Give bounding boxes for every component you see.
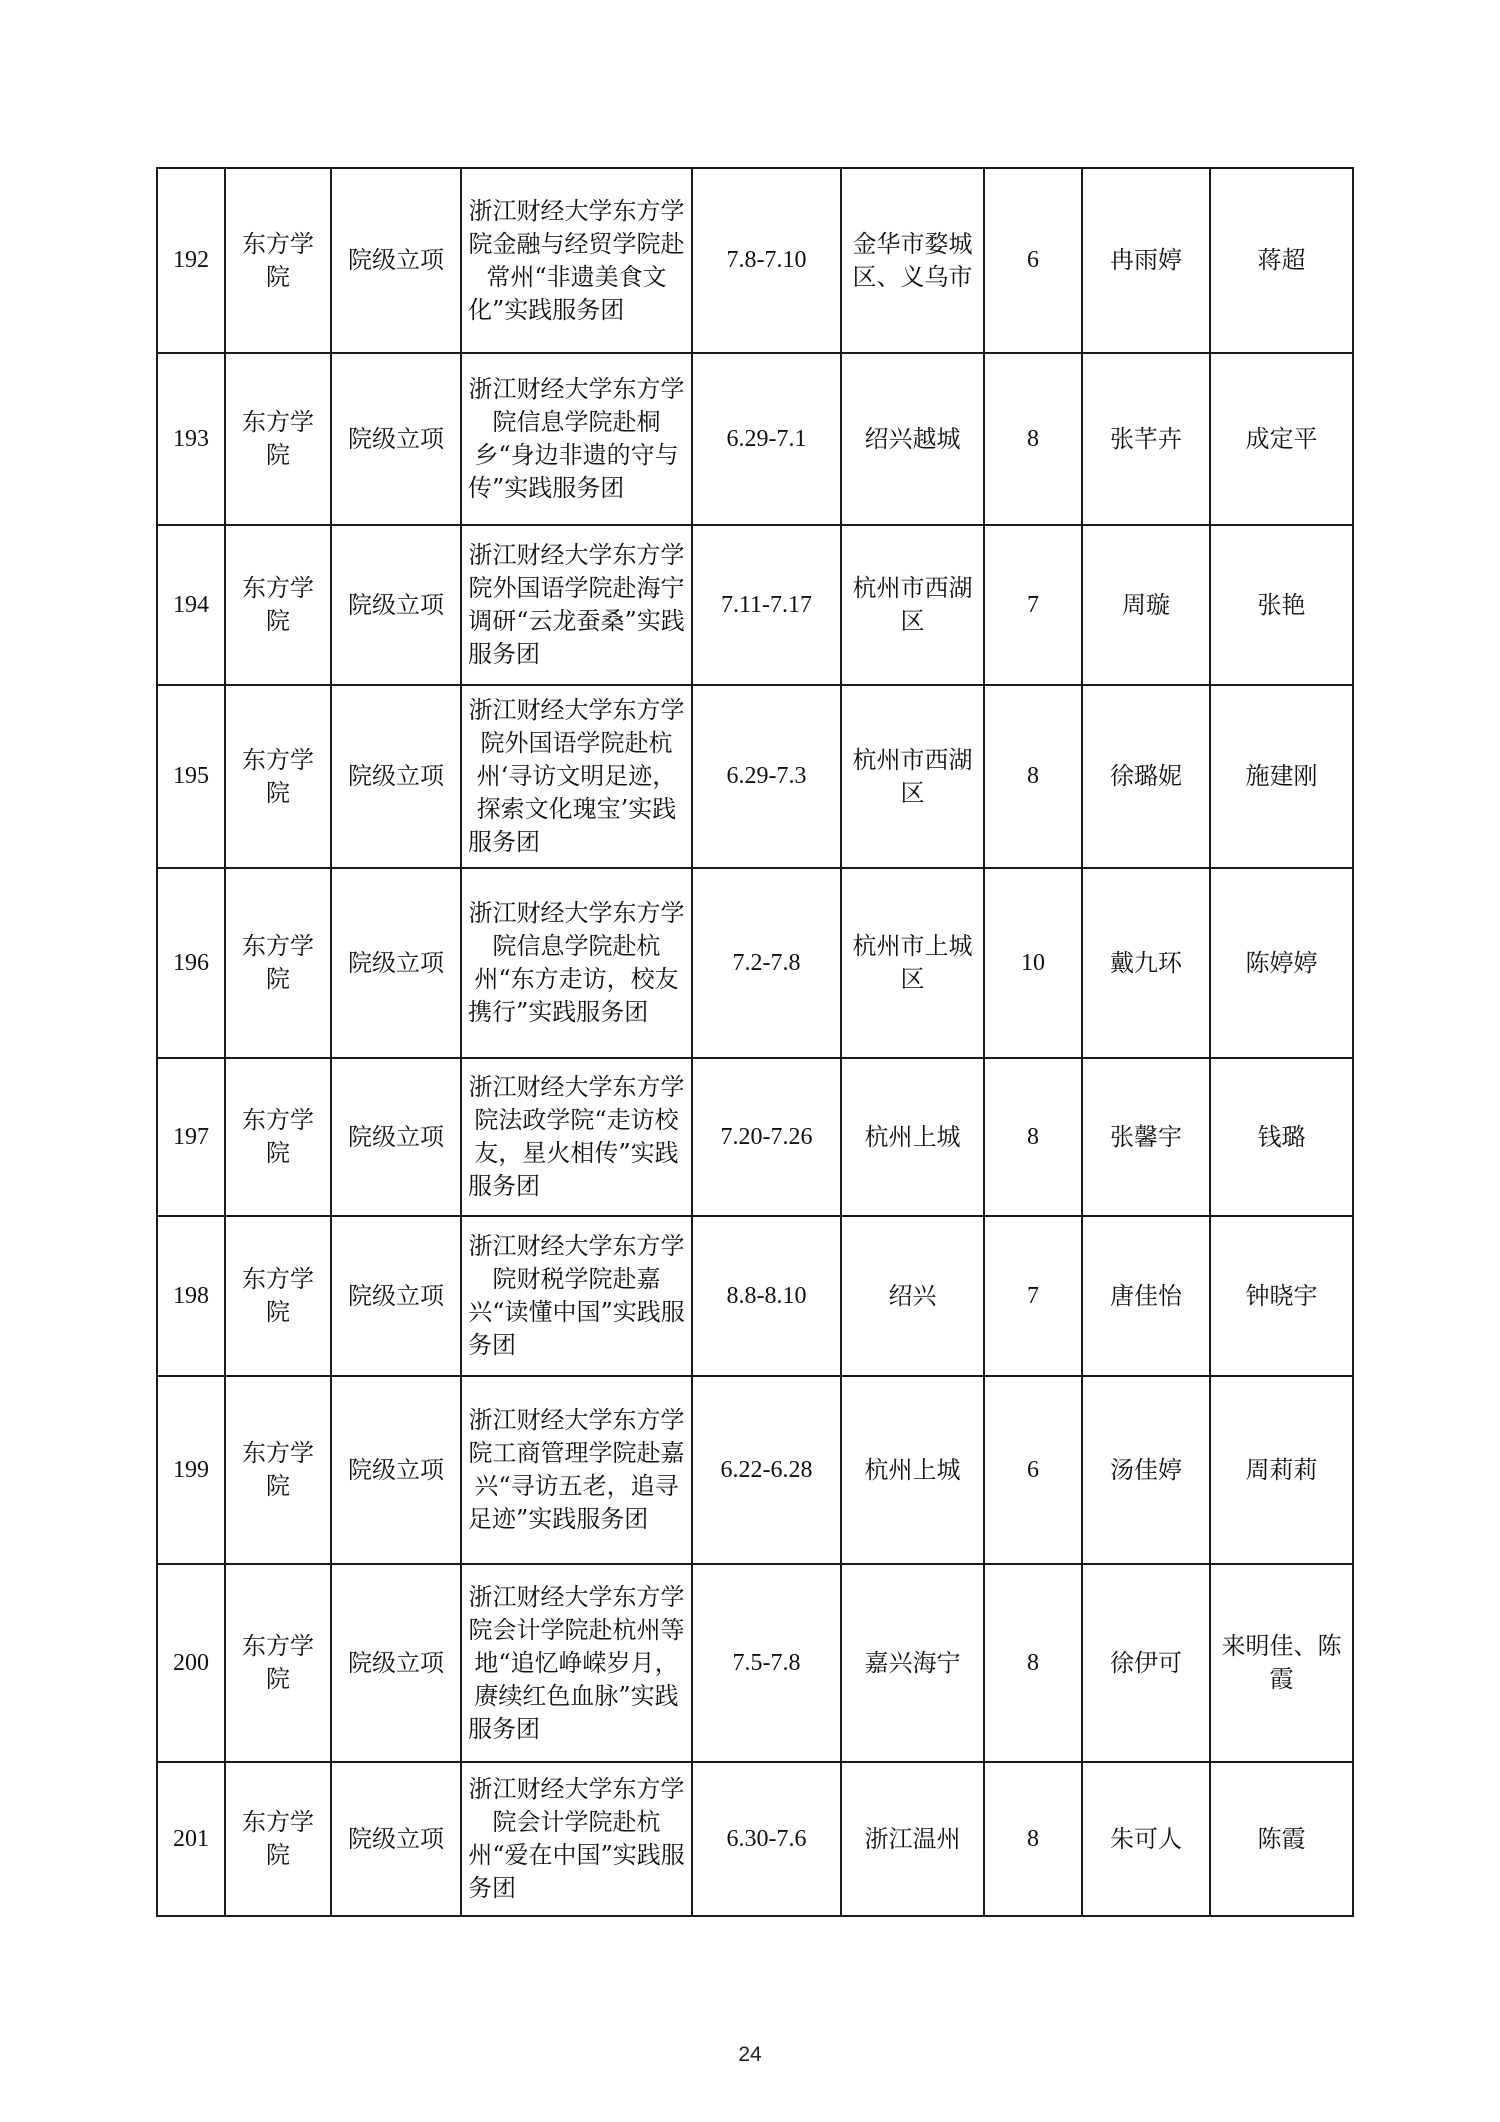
table-row <box>157 685 1353 868</box>
team-leader-cell: 冉雨婷 <box>1082 168 1210 353</box>
project-level-cell: 院级立项 <box>331 353 461 525</box>
team-leader-cell: 张馨宇 <box>1082 1058 1210 1216</box>
college-cell: 东方学院 <box>225 168 331 353</box>
row-number-cell: 197 <box>157 1058 225 1216</box>
project-level-cell: 院级立项 <box>331 1058 461 1216</box>
location-cell: 杭州市上城区 <box>841 868 984 1058</box>
row-number-cell: 193 <box>157 353 225 525</box>
member-count-cell: 7 <box>984 525 1082 685</box>
college-cell: 东方学院 <box>225 525 331 685</box>
date-range-cell: 7.20-7.26 <box>692 1058 841 1216</box>
project-level-cell: 院级立项 <box>331 1376 461 1564</box>
project-level-cell: 院级立项 <box>331 868 461 1058</box>
advisor-cell: 蒋超 <box>1210 168 1353 353</box>
college-cell: 东方学院 <box>225 685 331 868</box>
team-leader-cell: 徐璐妮 <box>1082 685 1210 868</box>
college-cell: 东方学院 <box>225 1216 331 1376</box>
project-title-cell: 浙江财经大学东方学院外国语学院赴杭州‘寻访文明足迹，探索文化瑰宝’实践服务团 <box>461 685 692 868</box>
row-number-cell: 194 <box>157 525 225 685</box>
table-row <box>157 168 1353 353</box>
project-title-cell: 浙江财经大学东方学院金融与经贸学院赴常州“非遗美食文化”实践服务团 <box>461 168 692 353</box>
location-cell: 杭州市西湖区 <box>841 525 984 685</box>
project-title-cell: 浙江财经大学东方学院信息学院赴桐乡“身边非遗的守与传”实践服务团 <box>461 353 692 525</box>
project-level-cell: 院级立项 <box>331 685 461 868</box>
table-row <box>157 1762 1353 1916</box>
college-cell: 东方学院 <box>225 1058 331 1216</box>
location-cell: 金华市婺城区、义乌市 <box>841 168 984 353</box>
project-level-cell: 院级立项 <box>331 1564 461 1762</box>
table-row <box>157 525 1353 685</box>
advisor-cell: 钟晓宇 <box>1210 1216 1353 1376</box>
project-title-cell: 浙江财经大学东方学院会计学院赴杭州等地“追忆峥嵘岁月，赓续红色血脉”实践服务团 <box>461 1564 692 1762</box>
date-range-cell: 7.5-7.8 <box>692 1564 841 1762</box>
date-range-cell: 6.29-7.1 <box>692 353 841 525</box>
table-row <box>157 1376 1353 1564</box>
advisor-cell: 钱璐 <box>1210 1058 1353 1216</box>
team-leader-cell: 戴九环 <box>1082 868 1210 1058</box>
project-title-cell: 浙江财经大学东方学院法政学院“走访校友，星火相传”实践服务团 <box>461 1058 692 1216</box>
date-range-cell: 6.30-7.6 <box>692 1762 841 1916</box>
project-title-cell: 浙江财经大学东方学院工商管理学院赴嘉兴“寻访五老，追寻足迹”实践服务团 <box>461 1376 692 1564</box>
member-count-cell: 8 <box>984 1058 1082 1216</box>
advisor-cell: 陈婷婷 <box>1210 868 1353 1058</box>
table-row <box>157 868 1353 1058</box>
advisor-cell: 陈霞 <box>1210 1762 1353 1916</box>
date-range-cell: 6.29-7.3 <box>692 685 841 868</box>
project-title-cell: 浙江财经大学东方学院财税学院赴嘉兴“读懂中国”实践服务团 <box>461 1216 692 1376</box>
date-range-cell: 6.22-6.28 <box>692 1376 841 1564</box>
advisor-cell: 成定平 <box>1210 353 1353 525</box>
project-level-cell: 院级立项 <box>331 1216 461 1376</box>
page-number: 24 <box>738 2043 762 2066</box>
location-cell: 杭州市西湖区 <box>841 685 984 868</box>
location-cell: 绍兴 <box>841 1216 984 1376</box>
member-count-cell: 8 <box>984 1762 1082 1916</box>
row-number-cell: 192 <box>157 168 225 353</box>
advisor-cell: 施建刚 <box>1210 685 1353 868</box>
row-number-cell: 196 <box>157 868 225 1058</box>
table-row <box>157 353 1353 525</box>
table-row <box>157 1564 1353 1762</box>
member-count-cell: 8 <box>984 1564 1082 1762</box>
team-leader-cell: 汤佳婷 <box>1082 1376 1210 1564</box>
table-row <box>157 1058 1353 1216</box>
project-table <box>156 167 1354 1917</box>
location-cell: 杭州上城 <box>841 1376 984 1564</box>
member-count-cell: 6 <box>984 168 1082 353</box>
member-count-cell: 8 <box>984 685 1082 868</box>
college-cell: 东方学院 <box>225 868 331 1058</box>
college-cell: 东方学院 <box>225 353 331 525</box>
team-leader-cell: 徐伊可 <box>1082 1564 1210 1762</box>
team-leader-cell: 唐佳怡 <box>1082 1216 1210 1376</box>
location-cell: 杭州上城 <box>841 1058 984 1216</box>
date-range-cell: 8.8-8.10 <box>692 1216 841 1376</box>
date-range-cell: 7.11-7.17 <box>692 525 841 685</box>
table-body <box>157 168 1353 1916</box>
member-count-cell: 7 <box>984 1216 1082 1376</box>
date-range-cell: 7.2-7.8 <box>692 868 841 1058</box>
team-leader-cell: 周璇 <box>1082 525 1210 685</box>
row-number-cell: 199 <box>157 1376 225 1564</box>
location-cell: 嘉兴海宁 <box>841 1564 984 1762</box>
project-level-cell: 院级立项 <box>331 525 461 685</box>
advisor-cell: 来明佳、陈霞 <box>1210 1564 1353 1762</box>
project-level-cell: 院级立项 <box>331 1762 461 1916</box>
advisor-cell: 张艳 <box>1210 525 1353 685</box>
team-leader-cell: 朱可人 <box>1082 1762 1210 1916</box>
college-cell: 东方学院 <box>225 1564 331 1762</box>
project-title-cell: 浙江财经大学东方学院会计学院赴杭州“爱在中国”实践服务团 <box>461 1762 692 1916</box>
member-count-cell: 8 <box>984 353 1082 525</box>
project-title-cell: 浙江财经大学东方学院信息学院赴杭州“东方走访，校友携行”实践服务团 <box>461 868 692 1058</box>
row-number-cell: 195 <box>157 685 225 868</box>
row-number-cell: 201 <box>157 1762 225 1916</box>
row-number-cell: 198 <box>157 1216 225 1376</box>
advisor-cell: 周莉莉 <box>1210 1376 1353 1564</box>
college-cell: 东方学院 <box>225 1376 331 1564</box>
location-cell: 绍兴越城 <box>841 353 984 525</box>
table-row <box>157 1216 1353 1376</box>
team-leader-cell: 张芊卉 <box>1082 353 1210 525</box>
location-cell: 浙江温州 <box>841 1762 984 1916</box>
college-cell: 东方学院 <box>225 1762 331 1916</box>
project-level-cell: 院级立项 <box>331 168 461 353</box>
member-count-cell: 10 <box>984 868 1082 1058</box>
project-title-cell: 浙江财经大学东方学院外国语学院赴海宁调研“云龙蚕桑”实践服务团 <box>461 525 692 685</box>
date-range-cell: 7.8-7.10 <box>692 168 841 353</box>
row-number-cell: 200 <box>157 1564 225 1762</box>
member-count-cell: 6 <box>984 1376 1082 1564</box>
